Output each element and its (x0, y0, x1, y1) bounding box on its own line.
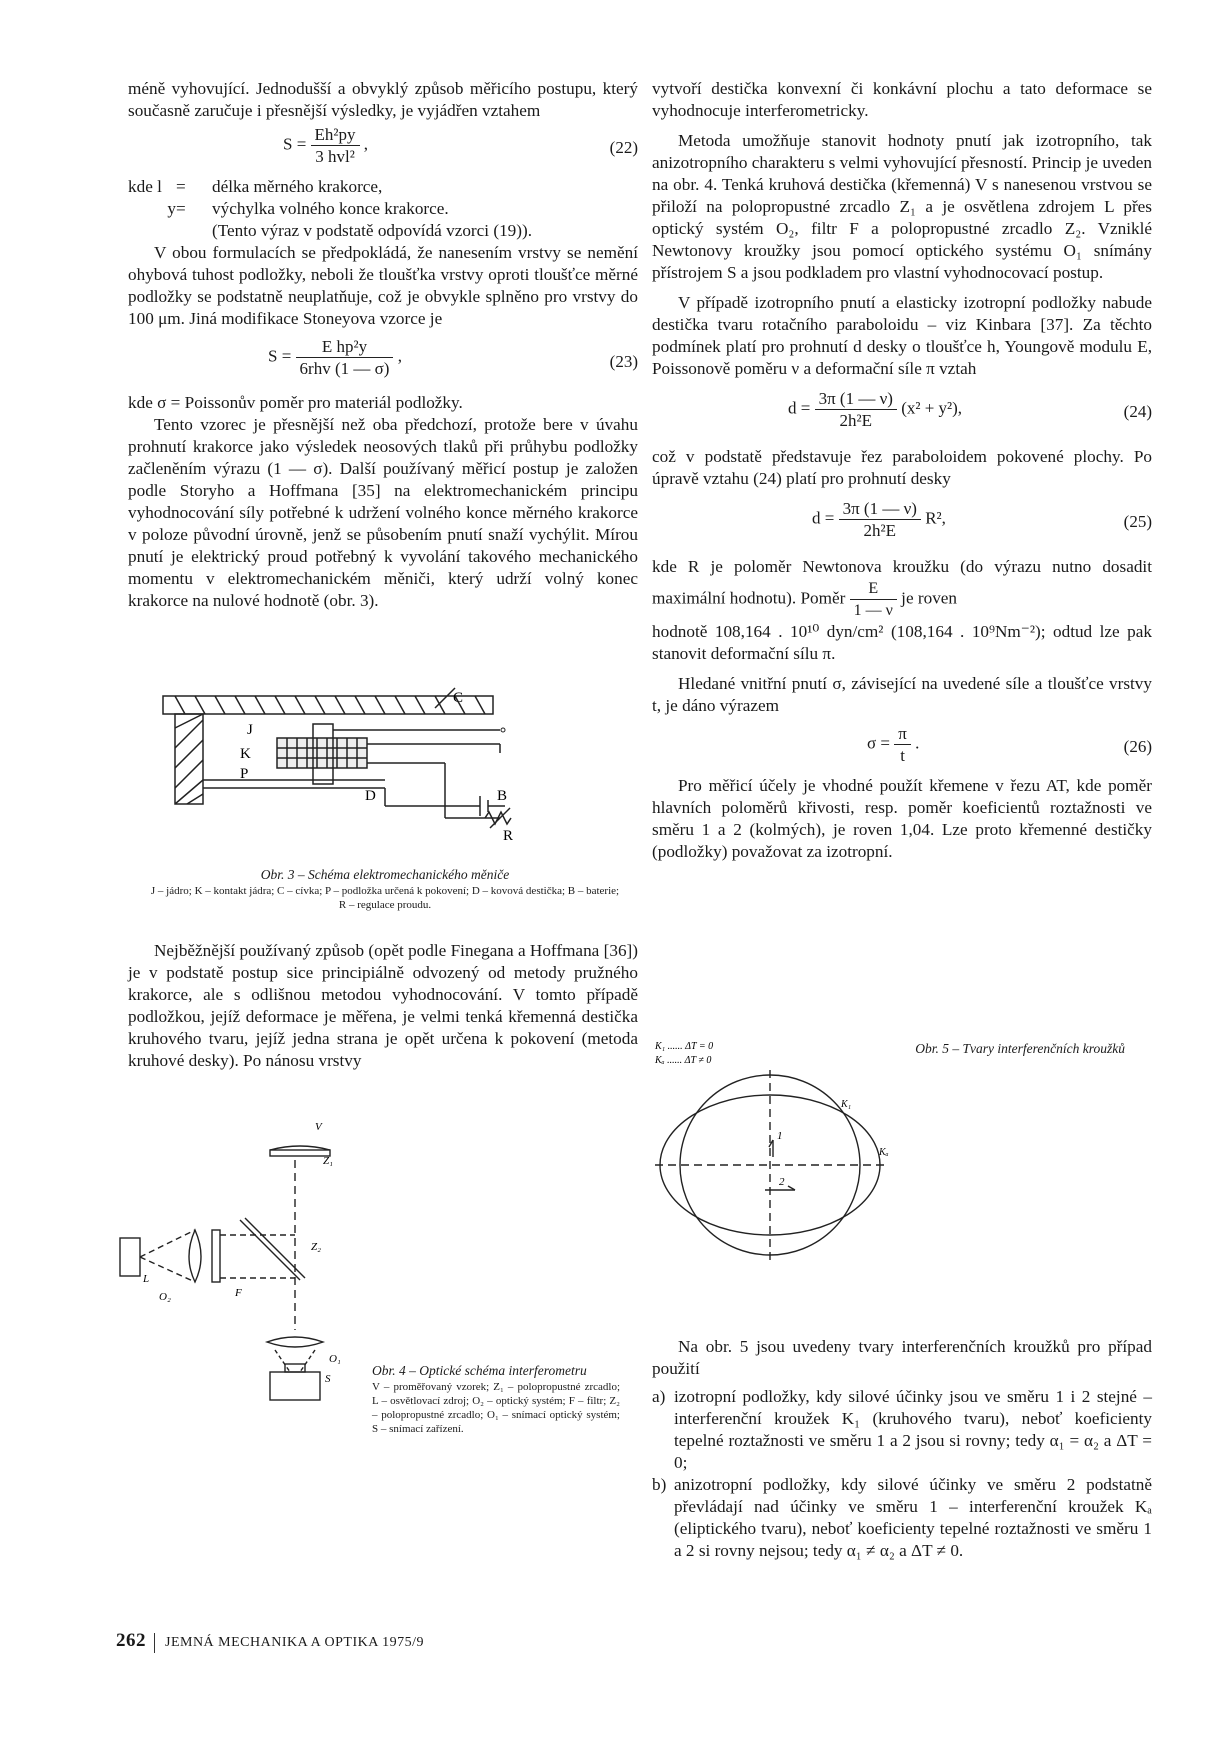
equation-number: (22) (609, 138, 638, 157)
paragraph: hodnotě 108,164 . 10¹⁰ dyn/cm² (108,164 . 10⁹Nm⁻²); odtud lze pak stanovit deformační sílu π. (652, 622, 1152, 663)
right-column-lower (652, 1336, 1152, 1562)
equation-23: S = $\frac{\text{E hp²y}}{\text{6rhv (1 — σ)}}$ , (23) (268, 337, 638, 378)
svg-text:V: V (315, 1121, 322, 1133)
paragraph: V obou formulacích se předpokládá, že nanesením vrstvy se nemění ohybová tuhost podložky, neboli že tloušťka vrstvy oproti tloušťce měrné podložky se podstatně neuplatňuje, což je obvykle splněno pro vrstvy do 100 μm. Jiná modifikace Stoneyova vzorce je (128, 243, 638, 328)
figure-3 (155, 688, 595, 853)
svg-text:L: L (143, 1273, 150, 1285)
paragraph: Hledané vnitřní pnutí σ, závisející na uvedené síle a tloušťce vrstvy t, je dáno výrazem (652, 674, 1152, 715)
condition-list (652, 1386, 1152, 1562)
paragraph: Tento vzorec je přesnější než oba předchozí, protože bere v úvahu prohnutí krakorce jako výsledek neosových tlaků při průhybu podložky začleněním výrazu (1 — σ). Další používaný měřicí postup je založen podle Storyho a Hoffmana [35] na elektromechanickém principu vyhodnocování síly potřebné k udržení volného konce měrného krakorce v poloze původní úrovně, jenž se působením pnutí snaží vychýlit. Mírou pnutí je elektrický proud potřebný k vyvolání takového mechanického momentu v elektromechanickém měniči, který udrží volný konec krakorce na nulové hodnotě (obr. 3). (128, 415, 638, 610)
label-b: B (497, 788, 508, 804)
paragraph: méně vyhovující. Jednodušší a obvyklý způsob měřicího postupu, který současně zaručuje i přesnější výsledky, je vyjádřen vztahem (128, 79, 638, 120)
paragraph: kde σ = Poissonův poměr pro materiál podložky. (128, 393, 463, 412)
equation-22: S = $\frac{\text{Eh²py}}{\text{3 hvl²}}$ , (22) (283, 125, 638, 166)
interferometer-optical-diagram (115, 1110, 345, 1410)
paragraph: kde R je poloměr Newtonova kroužku (do výrazu nutno dosadit maximální hodnotu). Poměr $\frac{E}{1 — \nu}$ je roven (652, 557, 1152, 619)
label-r: R (503, 828, 514, 844)
svg-text:K₁ ...... ΔT = 0: K₁ ...... ΔT = 0 (655, 1041, 714, 1052)
svg-text:Z₂: Z₂ (311, 1241, 321, 1253)
label-d: D (365, 788, 376, 804)
paragraph: Nejběžnější používaný způsob (opět podle Finegana a Hoffmana [36]) je v podstatě postup sice principiálně odvozený od metody pružného krakorce, ale s odlišnou metodou vyhodnocování. V tomto případě podložkou, jejíž deformace je měřena, je velmi tenká křemenná destička kruhového tvaru, jejíž jedna strana je opět určena k pokovení (metoda kruhové desky). Po nánosu vrstvy (128, 941, 638, 1070)
paragraph: Metoda umožňuje stanovit hodnoty pnutí jak izotropního, tak anizotropního charakteru s velmi vyhovující přesností. Princip je uveden na obr. 4. Tenká kruhová destička (křemenná) V s nanesenou vrstvou se přiloží na polopropustné zrcadlo Z₁ a je osvětlena zdrojem L přes optický systém O₂, filtr F a polopropustné zrcadlo Z₂. Vzniklé Newtonovy kroužky jsou pomocí optického systému O₁ snímány přístrojem S a jsou podkladem pro vlastní vyhodnocovací postup. (652, 131, 1152, 282)
paragraph: V případě izotropního pnutí a elasticky izotropní podložky nabude destička tvaru rotačního paraboloidu – viz Kinbara [37]. Za těchto podmínek platí pro prohnutí d desky o tloušťce h, Youngově modulu E, Poissonově poměru ν a deformační síle π vztah (652, 293, 1152, 378)
list-item: a) izotropní podložky, kdy silové účinky jsou ve směru 1 i 2 stejné – interferenční kroužek K₁ (kruhového tvaru), neboť koeficienty tepelné roztažnosti ve směru 1 a 2 jsou si rovny; tedy α₁ = α₂ a ΔT = 0; (652, 1387, 1152, 1472)
figure-4 (115, 1110, 345, 1415)
paragraph: což v podstatě představuje řez paraboloidem pokovené plochy. Po úpravě vztahu (24) platí pro prohnutí desky (652, 447, 1152, 488)
journal-title: JEMNÁ MECHANIKA A OPTIKA 1975/9 (165, 1635, 424, 1650)
figure-5 (655, 1035, 889, 1265)
electromechanical-converter-diagram (155, 688, 595, 848)
figure-3-caption-block (150, 866, 620, 912)
interference-rings-diagram (655, 1035, 889, 1260)
svg-text:O₂: O₂ (159, 1291, 171, 1303)
figure-3-caption: Obr. 3 – Schéma elektromechanického měniče (260, 867, 510, 882)
paragraph: Pro měřicí účely je vhodné použít křemene v řezu AT, kde poměr hlavních poloměrů křivosti, resp. poměr koeficientů roztažnosti ve směru 1 a 2 (kolmých), je roven 1,04. Lze proto křemenné destičky (podložky) považovat za izotropní. (652, 776, 1152, 861)
variable-definitions: kde l = délka měrného krakorce, y = výchylka volného konce krakorce. (Tento výraz v podstatě odpovídá vzorci (19)). (128, 177, 532, 240)
svg-text:2: 2 (779, 1176, 785, 1188)
page-footer (116, 1630, 424, 1653)
svg-text:O₁: O₁ (329, 1353, 341, 1365)
svg-text:K₁: K₁ (841, 1099, 852, 1110)
divider (154, 1633, 155, 1653)
label-k: K (240, 746, 251, 762)
svg-text:Kₐ: Kₐ (879, 1147, 889, 1158)
figure-4-caption: Obr. 4 – Optické schéma interferometru (372, 1363, 587, 1378)
paragraph: vytvoří destička konvexní či konkávní plochu a tato deformace se vyhodnocuje interferometricky. (652, 79, 1152, 120)
equation-24: d = $\frac{3\pi (1 — \nu)}{\text{2h²E}}$ (x² + y²), (24) (788, 389, 1152, 430)
left-column (128, 78, 638, 612)
page-number: 262 (116, 1630, 146, 1651)
label-j: J (247, 722, 253, 738)
svg-text:Z₁: Z₁ (323, 1155, 333, 1167)
svg-text:Kₐ ...... ΔT ≠ 0: Kₐ ...... ΔT ≠ 0 (655, 1055, 712, 1066)
paragraph: Na obr. 5 jsou uvedeny tvary interferenčních kroužků pro případ použití (652, 1337, 1152, 1378)
right-column (652, 78, 1152, 863)
figure-4-legend: V – proměřovaný vzorek; Z₁ – polopropustné zrcadlo; L – osvětlovací zdroj; O₂ – optický systém; F – filtr; Z₂ – polopropustné zrcadlo; O₁ – snímací optický systém; S – snímací zařízení. (372, 1381, 620, 1435)
equation-26: σ = $\frac{\pi}{t}$ . (26) (867, 724, 1152, 765)
figure-4-caption-block (372, 1362, 620, 1436)
left-column-lower (128, 940, 638, 1072)
label-p: P (240, 766, 249, 782)
equation-25: d = $\frac{3\pi (1 — \nu)}{\text{2h²E}}$ R², (25) (812, 499, 1152, 540)
figure-3-legend: J – jádro; K – kontakt jádra; C – cívka; P – podložka určená k pokovení; D – kovová destička; B – baterie; R – regulace proudu. (150, 885, 620, 911)
figure-5-caption: Obr. 5 – Tvary interferenčních kroužků (915, 1041, 1125, 1056)
label-c: C (453, 690, 464, 706)
svg-text:F: F (235, 1287, 242, 1299)
svg-text:1: 1 (777, 1130, 783, 1142)
list-item: b) anizotropní podložky, kdy silové účinky ve směru 2 podstatně převládají nad účinky ve směru 1 – interferenční kroužek Kₐ (eliptického tvaru), neboť koeficienty tepelné roztažnosti ve směru 1 a 2 si rovny nejsou; tedy α₁ ≠ α₂ a ΔT ≠ 0. (652, 1475, 1152, 1560)
svg-text:S: S (325, 1373, 331, 1385)
figure-5-caption-block (900, 1040, 1125, 1058)
